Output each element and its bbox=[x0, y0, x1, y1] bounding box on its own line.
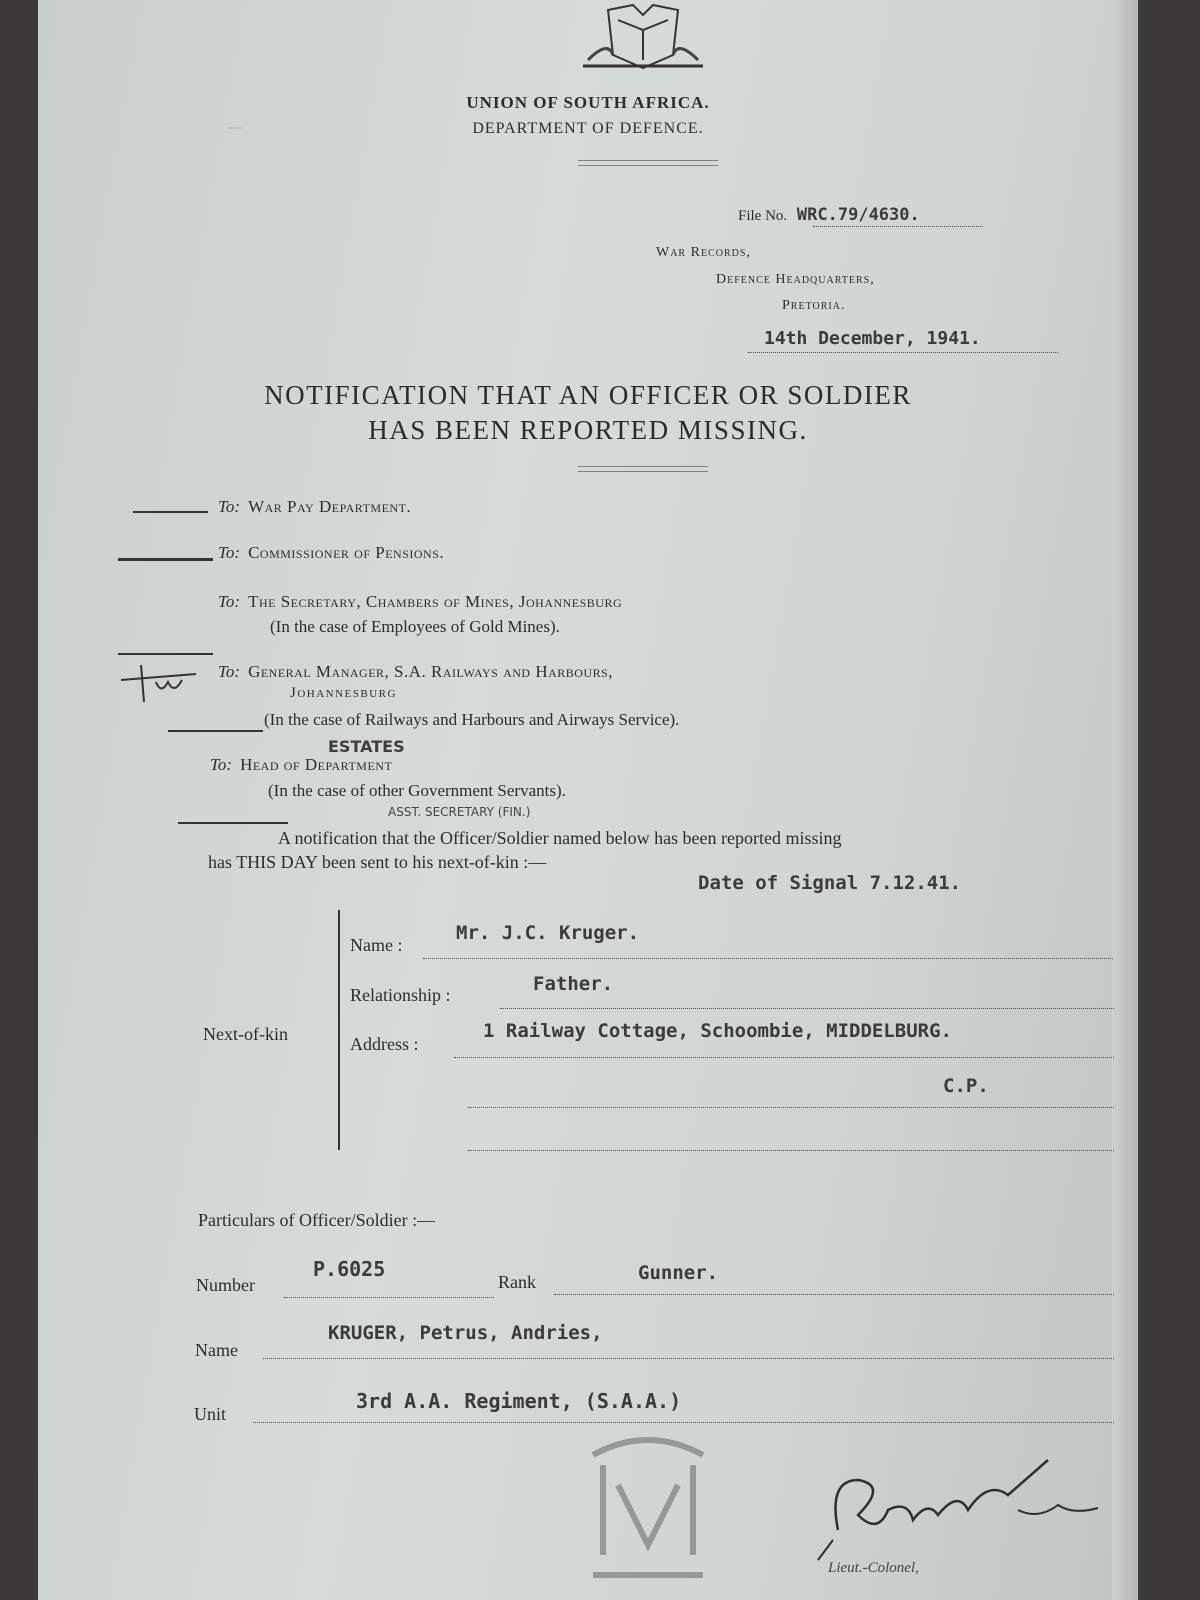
kin-relationship-underline bbox=[500, 1008, 1114, 1009]
recipient-railways bbox=[218, 662, 613, 682]
recipient-city: Johannesburg bbox=[290, 685, 397, 701]
handwritten-initials-icon bbox=[116, 660, 206, 705]
header-divider bbox=[578, 160, 718, 161]
recipient-head-of-department bbox=[210, 755, 392, 775]
soldier-name-value: KRUGER, Petrus, Andries, bbox=[328, 1322, 603, 1344]
recipient-note: (In the case of Employees of Gold Mines). bbox=[270, 617, 560, 636]
number-underline bbox=[284, 1297, 494, 1298]
recipient-name: Commissioner of Pensions. bbox=[248, 543, 445, 562]
to-label: To: bbox=[218, 497, 241, 516]
strike-mark bbox=[168, 730, 263, 732]
office-line-2: Defence Headquarters, bbox=[716, 272, 875, 287]
rank-value: Gunner. bbox=[638, 1262, 719, 1284]
page-edge bbox=[1112, 0, 1138, 1600]
soldier-name-label: Name bbox=[195, 1340, 238, 1360]
title-divider bbox=[578, 471, 708, 472]
date-underline bbox=[748, 352, 1058, 353]
file-number-row bbox=[738, 205, 920, 225]
title-line-2: HAS BEEN REPORTED MISSING. bbox=[368, 415, 808, 445]
unit-label: Unit bbox=[194, 1404, 227, 1424]
office-line-3: Pretoria. bbox=[782, 298, 846, 313]
estates-stamp: ESTATES bbox=[328, 737, 405, 756]
coat-of-arms-icon bbox=[578, 0, 708, 70]
recipient-war-pay bbox=[218, 497, 411, 517]
to-label: To: bbox=[210, 755, 233, 774]
file-number-label: File No. bbox=[738, 208, 788, 224]
recipient-pensions bbox=[218, 543, 444, 563]
file-number-value: WRC.79/4630. bbox=[796, 205, 920, 225]
header-divider bbox=[578, 165, 718, 166]
particulars-heading: Particulars of Officer/Soldier :— bbox=[198, 1210, 436, 1230]
unit-value: 3rd A.A. Regiment, (S.A.A.) bbox=[356, 1389, 682, 1413]
title-divider bbox=[578, 466, 708, 467]
recipient-name: War Pay Department. bbox=[248, 497, 412, 516]
number-label: Number bbox=[196, 1275, 255, 1295]
kin-name-underline bbox=[423, 958, 1113, 959]
kin-address-underline bbox=[454, 1057, 1114, 1058]
kin-address-underline bbox=[468, 1107, 1114, 1108]
signal-date: Date of Signal 7.12.41. bbox=[698, 872, 962, 894]
asst-secretary-stamp: ASST. SECRETARY (FIN.) bbox=[388, 805, 531, 819]
bleed-through-text: — bbox=[228, 120, 242, 136]
to-label: To: bbox=[218, 543, 241, 562]
recipient-note: (In the case of other Government Servants). bbox=[268, 781, 566, 800]
kin-name-value: Mr. J.C. Kruger. bbox=[456, 922, 640, 944]
strike-mark bbox=[118, 653, 213, 655]
unit-underline bbox=[253, 1422, 1114, 1423]
recipient-name: General Manager, S.A. Railways and Harbours, bbox=[248, 662, 614, 681]
notice-line-1: A notification that the Officer/Soldier named below has been reported missing bbox=[278, 828, 842, 848]
signatory-title: Lieut.-Colonel, bbox=[828, 1560, 919, 1576]
rank-underline bbox=[554, 1294, 1114, 1295]
title-line-1: NOTIFICATION THAT AN OFFICER OR SOLDIER bbox=[264, 380, 912, 410]
signature-icon bbox=[798, 1440, 1128, 1580]
next-of-kin-label: Next-of-kin bbox=[203, 1024, 288, 1044]
number-value: P.6025 bbox=[313, 1257, 386, 1281]
strike-mark bbox=[118, 558, 213, 561]
strike-mark bbox=[133, 511, 208, 513]
recipient-name: The Secretary, Chambers of Mines, Johannesburg bbox=[248, 592, 623, 611]
kin-address-label: Address : bbox=[350, 1034, 419, 1054]
country-heading: UNION OF SOUTH AFRICA. bbox=[466, 93, 710, 112]
recipient-chambers-of-mines bbox=[218, 592, 622, 612]
to-label: To: bbox=[218, 592, 241, 611]
rank-label: Rank bbox=[498, 1272, 536, 1292]
kin-address-line-1: 1 Railway Cottage, Schoombie, MIDDELBURG. bbox=[483, 1020, 952, 1042]
kin-relationship-value: Father. bbox=[533, 973, 614, 995]
strike-mark bbox=[178, 822, 288, 824]
official-seal-icon bbox=[573, 1425, 723, 1585]
department-heading: DEPARTMENT OF DEFENCE. bbox=[472, 120, 704, 137]
document-page bbox=[38, 0, 1138, 1600]
kin-name-label: Name : bbox=[350, 935, 403, 955]
soldier-name-underline bbox=[263, 1358, 1114, 1359]
recipient-note: (In the case of Railways and Harbours and Airways Service). bbox=[264, 710, 680, 729]
recipient-name: Head of Department bbox=[240, 755, 393, 774]
to-label: To: bbox=[218, 662, 241, 681]
kin-address-underline bbox=[468, 1150, 1114, 1151]
file-number-underline bbox=[813, 226, 983, 227]
kin-relationship-label: Relationship : bbox=[350, 985, 451, 1005]
office-line-1: War Records, bbox=[656, 245, 751, 260]
document-date: 14th December, 1941. bbox=[764, 328, 981, 349]
kin-address-line-2: C.P. bbox=[943, 1075, 989, 1097]
notice-line-2: has THIS DAY been sent to his next-of-kin :— bbox=[208, 852, 547, 872]
